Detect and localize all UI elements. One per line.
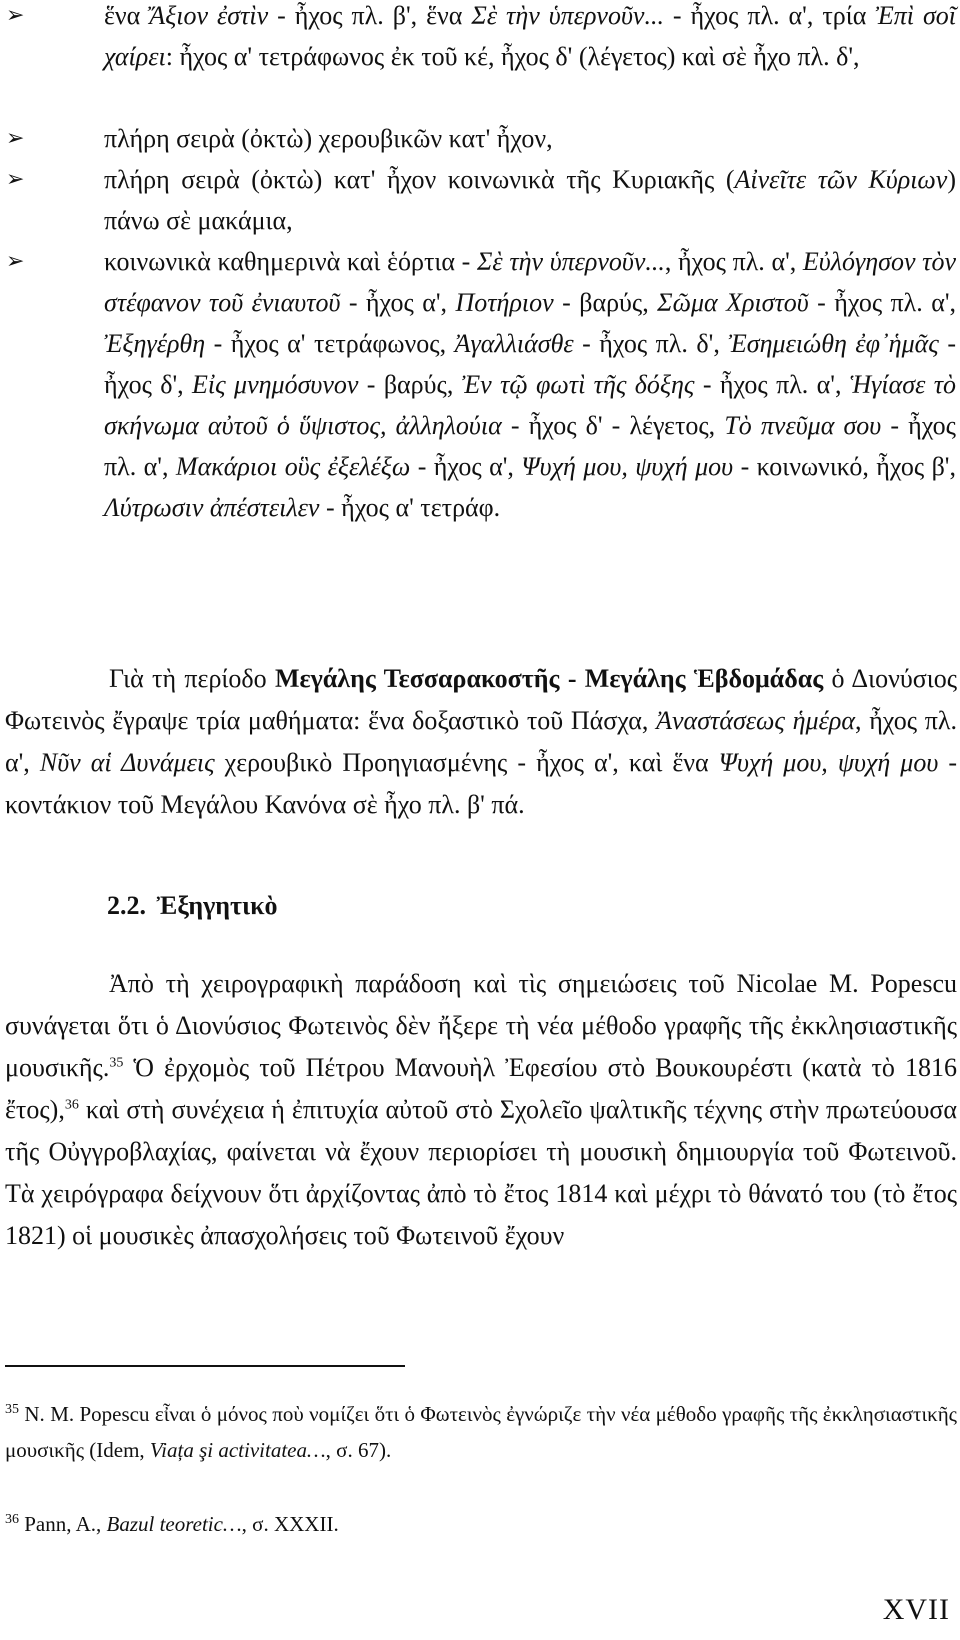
footnote: $^{35}$ N. M. Popescu εἶναι ὁ μόνος ποὺ νομίζει ὅτι ὁ Φωτεινὸς ἐγνώριζε τὴν νέα μέθοδο γραφῆς τῆς ἐκκλησιαστικῆς μουσικῆς (Idem, Viața şi activitatea…, σ. 67). — [5, 1402, 957, 1462]
section-number: 2.2. — [107, 891, 146, 920]
page-number: XVII — [882, 1593, 950, 1626]
section-title: Ἐξηγητικὸ — [156, 891, 278, 920]
paragraph: Γιὰ τὴ περίοδο Μεγάλης Τεσσαρακοστῆς - Μεγάλης Ἑβδομάδας ὁ Διονύσιος Φωτεινὸς ἔγραψε τρία μαθήματα: ἕνα δοξαστικὸ τοῦ Πάσχα, Ἀναστάσεως ἡμέρα, ἦχος πλ. α', Νῦν αἱ Δυνάμεις χερουβικὸ Προηγιασμένης - ἦχος α', καὶ ἕνα Ψυχή μου, ψυχή μου - κοντάκιον τοῦ Μεγάλου Κανόνα σὲ ἦχο πλ. β' πά. — [5, 664, 958, 819]
footnote-ref[interactable]: 35 — [109, 1055, 124, 1071]
footnote-divider — [5, 1365, 405, 1367]
list-item: ➢ πλήρη σειρὰ (ὀκτὼ) κατ' ἦχον κοινωνικὰ τῆς Κυριακῆς (Αἰνεῖτε τῶν Κύριων) πάνω σὲ μακάμια, — [104, 159, 956, 241]
footnote-number: 36 — [5, 1512, 19, 1527]
list-item: ➢ πλήρη σειρὰ (ὀκτὼ) χερουβικῶν κατ' ἦχον, — [104, 118, 956, 159]
arrow-bullet-icon: ➢ — [6, 167, 25, 192]
footnote-number: 35 — [5, 1402, 19, 1417]
footnote-ref[interactable]: 36 — [64, 1097, 79, 1113]
section-heading — [107, 888, 278, 924]
list-item: ➢ ἕνα Ἄξιον ἐστὶν - ἦχος πλ. β', ἕνα Σὲ τὴν ὑπερνοῦν... - ἦχος πλ. α', τρία Ἐπὶ σοῖ χαίρει: ἦχος α' τετράφωνος ἐκ τοῦ κέ, ἦχος δ' (λέγετος) καὶ σὲ ἦχο πλ. δ', — [104, 0, 956, 77]
arrow-bullet-icon: ➢ — [6, 3, 25, 28]
footnote: $^{36}$ Pann, A., Bazul teoretic…, σ. XXXII. — [5, 1512, 339, 1536]
list-item: ➢ κοινωνικὰ καθημερινὰ καὶ ἑόρτια - Σὲ τὴν ὑπερνοῦν..., ἦχος πλ. α', Εὐλόγησον τὸν στέφανον τοῦ ἐνιαυτοῦ - ἦχος α', Ποτήριον - βαρύς, Σῶμα Χριστοῦ - ἦχος πλ. α', Ἐξηγέρθη - ἦχος α' τετράφωνος, Ἀγαλλιάσθε - ἦχος πλ. δ', Ἐσημειώθη ἐφ᾽ἡμᾶς - ἦχος δ', Εἰς μνημόσυνον - βαρύς, Ἐν τῷ φωτὶ τῆς δόξης - ἦχος πλ. α', Ἡγίασε τὸ σκήνωμα αὐτοῦ ὁ ὕψιστος, ἀλληλούια - ἦχος δ' - λέγετος, Τὸ πνεῦμα σου - ἦχος πλ. α', Μακάριοι οὓς ἐξελέξω - ἦχος α', Ψυχή μου, ψυχή μου - κοινωνικό, ἦχος β', Λύτρωσιν ἀπέστειλεν - ἦχος α' τετράφ. — [104, 241, 956, 528]
paragraph: Ἀπὸ τὴ χειρογραφικὴ παράδοση καὶ τὶς σημειώσεις τοῦ Nicolae M. Popescu συνάγεται ὅτι ὁ Διονύσιος Φωτεινὸς δὲν ἤξερε τὴ νέα μέθοδο γραφῆς τῆς ἐκκλησιαστικῆς μουσικῆς.$^{35}$ Ὁ ἐρχομὸς τοῦ Πέτρου Μανουὴλ Ἐφεσίου στὸ Βουκουρέστι (κατὰ τὸ 1816 ἔτος),$^{36}$ καὶ στὴ συνέχεια ἡ ἐπιτυχία αὐτοῦ στὸ Σχολεῖο ψαλτικῆς τέχνης στὴν πρωτεύουσα τῆς Οὐγγροβλαχίας, φαίνεται νὰ ἔχουν περιορίσει τὴ μουσικὴ δημιουργία τοῦ Φωτεινοῦ. Τὰ χειρόγραφα δείχνουν ὅτι ἀρχίζοντας ἀπὸ τὸ ἔτος 1814 καὶ μέχρι τὸ θάνατό του (τὸ ἔτος 1821) οἱ μουσικὲς ἀπασχολήσεις τοῦ Φωτεινοῦ ἔχουν — [5, 969, 957, 1250]
arrow-bullet-icon: ➢ — [6, 249, 25, 274]
arrow-bullet-icon: ➢ — [6, 126, 25, 151]
